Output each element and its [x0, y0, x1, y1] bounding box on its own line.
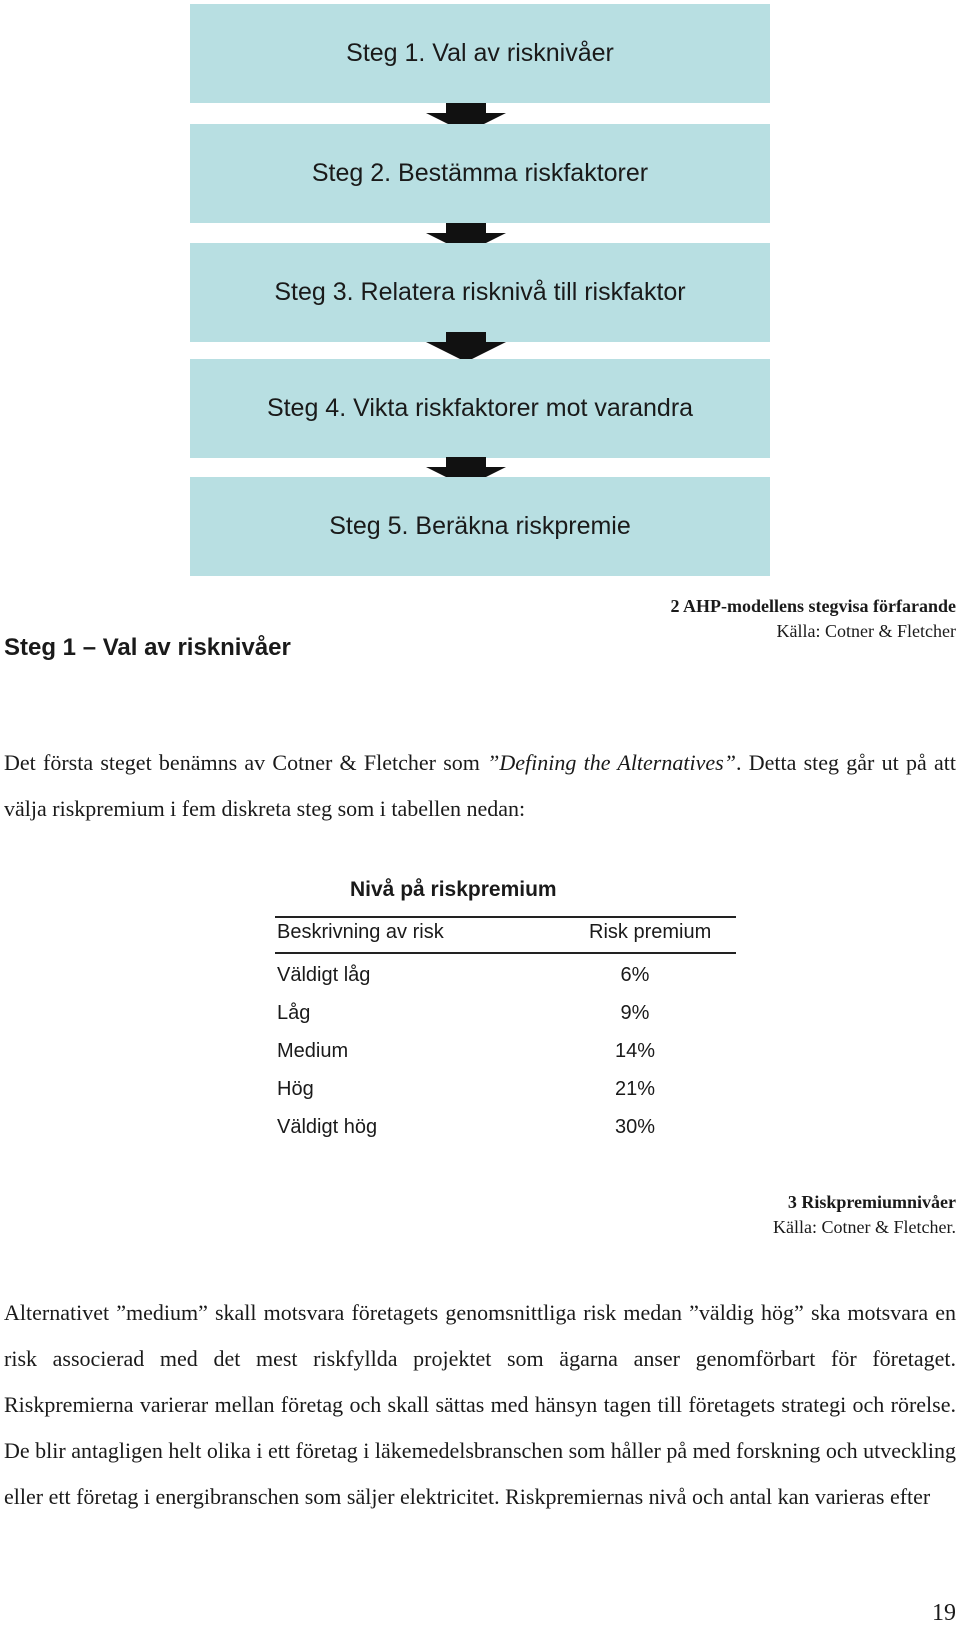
row-description: Hög: [277, 1078, 314, 1100]
row-description: Låg: [277, 1002, 311, 1024]
row-value: 14%: [614, 1040, 656, 1062]
table-title: Nivå på riskpremium: [350, 878, 557, 901]
flow-step-label: Steg 2. Bestämma riskfaktorer: [311, 159, 649, 187]
table-row: [275, 1116, 736, 1154]
figure-caption-source: Källa: Cotner & Fletcher: [776, 621, 956, 641]
intro-text-start: Det första steget benämns av Cotner & Fletcher som: [4, 750, 488, 775]
table-caption-source: Källa: Cotner & Fletcher.: [773, 1217, 956, 1237]
table-row: [275, 964, 736, 1002]
table-caption-title: 3 Riskpremiumnivåer: [787, 1192, 956, 1212]
body-text: Alternativet ”medium” skall motsvara företagets genomsnittliga risk medan ”väldig hög” ska motsvara en risk associerad med det mest riskfyllda projektet som ägarna anser genomförbart för företaget. Riskpremierna varierar mellan företag och skall sättas med hänsyn tagen till företagets strategi och rörelse. De blir antagligen helt olika i ett företag i läkemedelsbranschen som håller på med forskning och utveckling eller ett företag i energibranschen som säljer elektricitet. Riskpremiernas nivå och antal kan varieras efter: [4, 1300, 956, 1509]
row-value: 6%: [620, 964, 650, 986]
table-row: [275, 1002, 736, 1040]
row-value: 9%: [620, 1002, 650, 1024]
figure-caption: [671, 594, 956, 644]
flow-step-3: [190, 243, 770, 342]
table-caption: [773, 1190, 956, 1240]
figure-caption-title: 2 AHP-modellens stegvisa förfarande: [670, 596, 956, 616]
intro-paragraph: [4, 740, 956, 832]
row-value: 30%: [614, 1116, 656, 1138]
flow-step-1: [190, 4, 770, 103]
table-row: [275, 1040, 736, 1078]
flow-step-5: [190, 477, 770, 576]
intro-quote: ”Defining the Alternatives”: [487, 750, 736, 775]
table-row: [275, 1078, 736, 1116]
arrow-down-icon: [426, 332, 506, 362]
row-description: Väldigt hög: [277, 1116, 378, 1138]
intro-text-end: . Detta steg går ut på att välja riskpremium i fem diskreta steg som i tabellen nedan:: [4, 750, 956, 821]
row-description: Väldigt låg: [277, 964, 371, 986]
flow-step-label: Steg 3. Relatera risknivå till riskfaktor: [274, 278, 686, 306]
page-number: 19: [932, 1600, 956, 1626]
column-header-premium: Risk premium: [589, 921, 712, 943]
flow-step-4: [190, 359, 770, 458]
flow-step-label: Steg 1. Val av risknivåer: [346, 39, 614, 67]
table-header: [275, 916, 736, 954]
row-value: 21%: [614, 1078, 656, 1100]
column-header-description: Beskrivning av risk: [277, 921, 444, 943]
flow-step-2: [190, 124, 770, 223]
flow-step-label: Steg 4. Vikta riskfaktorer mot varandra: [266, 394, 694, 422]
body-paragraph: [4, 1290, 956, 1520]
section-heading: Steg 1 – Val av risknivåer: [4, 634, 291, 661]
row-description: Medium: [277, 1040, 349, 1062]
flow-step-label: Steg 5. Beräkna riskpremie: [329, 512, 631, 540]
